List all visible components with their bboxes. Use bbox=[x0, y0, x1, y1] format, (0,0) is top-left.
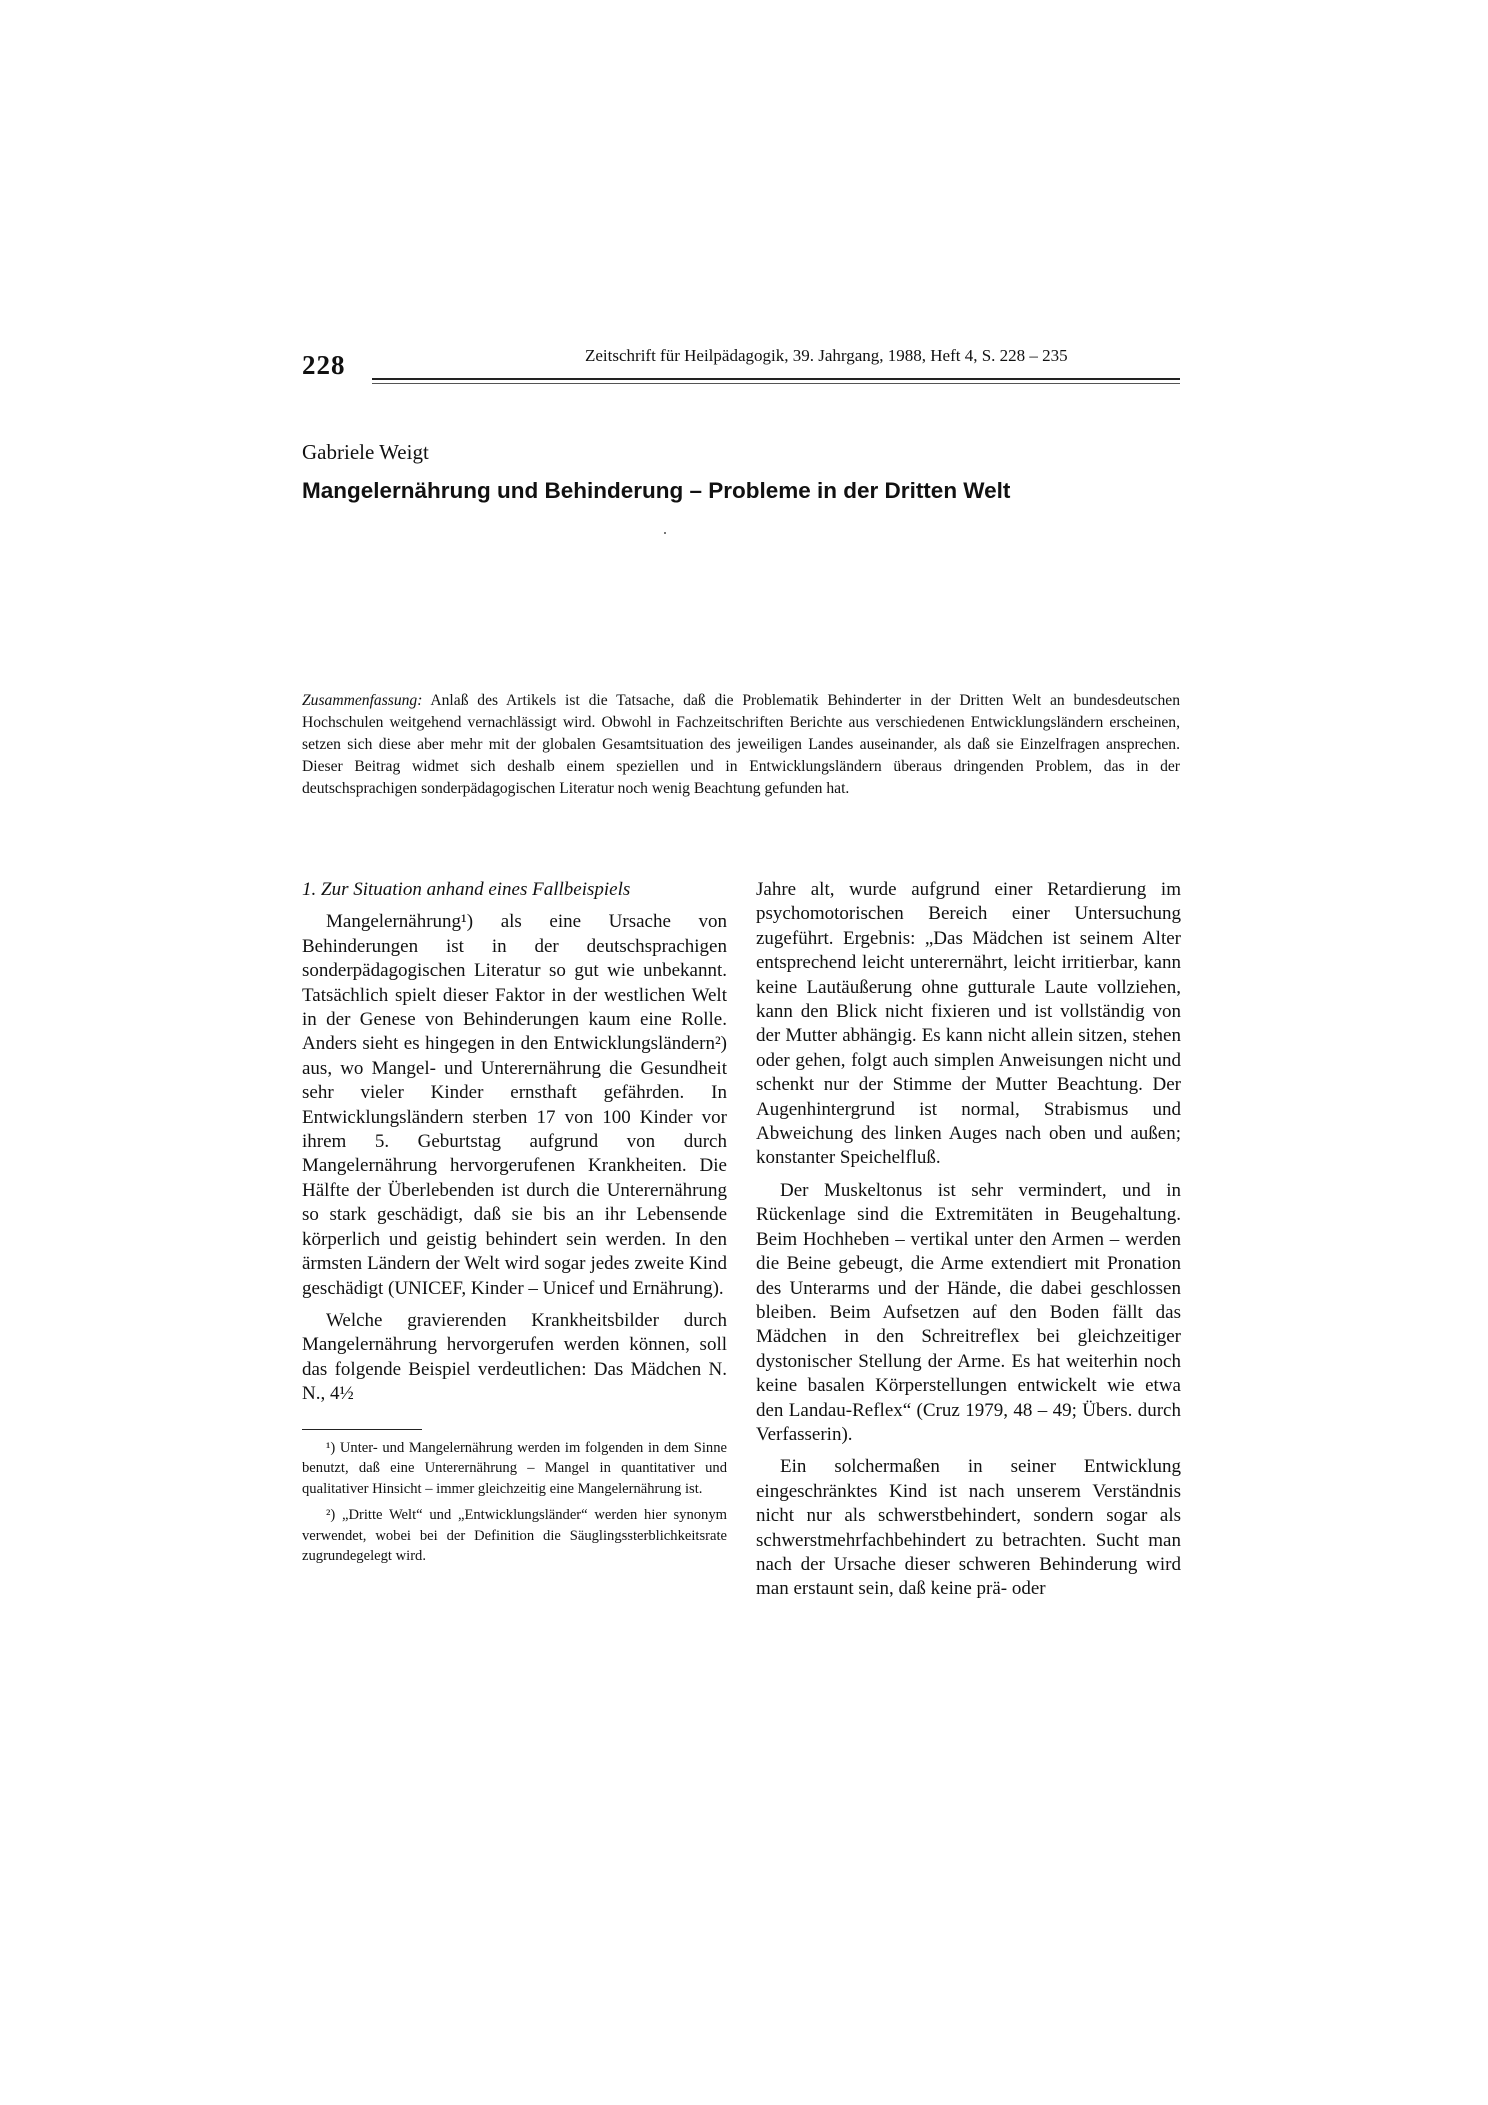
left-column bbox=[302, 878, 727, 1573]
running-head: Zeitschrift für Heilpädagogik, 39. Jahrgang, 1988, Heft 4, S. 228 – 235 bbox=[585, 346, 1068, 365]
article-title: Mangelernährung und Behinderung – Probleme in der Dritten Welt bbox=[302, 478, 1011, 503]
footnote-2: ²) „Dritte Welt“ und „Entwicklungsländer“ werden hier synonym verwendet, wobei bei der Definition die Säuglingssterblichkeitsrate zugrundegelegt wird. bbox=[302, 1507, 727, 1565]
section-heading: 1. Zur Situation anhand eines Fallbeispiels bbox=[302, 879, 631, 900]
right-column bbox=[756, 878, 1181, 1610]
abstract bbox=[302, 690, 1180, 800]
footnote-rule bbox=[302, 1429, 422, 1430]
abstract-label: Zusammenfassung: bbox=[302, 692, 423, 709]
header-rule bbox=[372, 378, 1180, 384]
author-name: Gabriele Weigt bbox=[302, 440, 429, 464]
page-number: 228 bbox=[302, 350, 346, 380]
body-paragraph: Mangelernährung¹) als eine Ursache von Behinderungen ist in der deutschsprachigen sonderpädagogischen Literatur so gut wie unbekannt. Tatsächlich spielt dieser Faktor in der westlichen Welt in der Genese von Behinderungen kaum eine Rolle. Anders sieht es hingegen in den Entwicklungsländern²) aus, wo Mangel- und Unterernährung die Gesundheit sehr vieler Kinder ernsthaft gefährden. In Entwicklungsländern sterben 17 von 100 Kinder vor ihrem 5. Geburtstag aufgrund von durch Mangelernährung hervorgerufenen Krankheiten. Die Hälfte der Überlebenden ist durch die Unterernährung so stark geschädigt, daß sie bis an ihr Lebensende körperlich und geistig behindert sein werden. In den ärmsten Ländern der Welt wird sogar jedes zweite Kind geschädigt (UNICEF, Kinder – Unicef und Ernährung). bbox=[302, 911, 727, 1299]
abstract-text: Anlaß des Artikels ist die Tatsache, daß die Problematik Behinderter in der Dritten Welt an bundesdeutschen Hochschulen weitgehend vernachlässigt wird. Obwohl in Fachzeitschriften Berichte aus verschiedenen Entwicklungsländern erscheinen, setzen sich diese aber mehr mit der globalen Gesamtsituation des jeweiligen Landes auseinander, als daß sie Einzelfragen ansprechen. Dieser Beitrag widmet sich deshalb einem speziellen und in Entwicklungsländern überaus dringenden Problem, das in der deutschsprachigen sonderpädagogischen Literatur noch wenig Beachtung gefunden hat. bbox=[302, 692, 1180, 797]
stray-dot bbox=[664, 532, 666, 534]
body-paragraph: Der Muskeltonus ist sehr vermindert, und in Rückenlage sind die Extremitäten in Beugehaltung. Beim Hochheben – vertikal unter den Armen – werden die Beine gebeugt, die Arme extendiert mit Pronation des Unterarms und der Hände, die dabei geschlossen bleiben. Beim Aufsetzen auf den Boden fällt das Mädchen in den Schreitreflex bei gleichzeitiger dystonischer Stellung der Arme. Es hat weiterhin noch keine basalen Körperstellungen entwickelt wie etwa den Landau-Reflex“ (Cruz 1979, 48 – 49; Übers. durch Verfasserin). bbox=[756, 1179, 1181, 1445]
body-paragraph: Welche gravierenden Krankheitsbilder durch Mangelernährung hervorgerufen werden können, soll das folgende Beispiel verdeutlichen: Das Mädchen N. N., 4½ bbox=[302, 1309, 727, 1405]
footnote-1: ¹) Unter- und Mangelernährung werden im folgenden in dem Sinne benutzt, daß eine Unterernährung – Mangel in quantitativer und qualitativer Hinsicht – immer gleichzeitig eine Mangelernährung ist. bbox=[302, 1439, 727, 1497]
body-paragraph: Ein solchermaßen in seiner Entwicklung eingeschränktes Kind ist nach unserem Verständnis nicht nur als schwerstbehindert, sondern sogar als schwerstmehrfachbehindert zu betrachten. Sucht man nach der Ursache dieser schweren Behinderung wird man erstaunt sein, daß keine prä- oder bbox=[756, 1456, 1181, 1600]
body-paragraph: Jahre alt, wurde aufgrund einer Retardierung im psychomotorischen Bereich einer Untersuchung zugeführt. Ergebnis: „Das Mädchen ist seinem Alter entsprechend leicht unterernährt, leicht irritierbar, kann keine Lautäußerung ohne gutturale Laute vollziehen, kann den Blick nicht fixieren und ist vollständig von der Mutter abhängig. Es kann nicht allein sitzen, stehen oder gehen, folgt auch simplen Anweisungen nicht und schenkt nur der Stimme der Mutter Beachtung. Der Augenhintergrund ist normal, Strabismus und Abweichung des linken Auges nach oben und außen; konstanter Speichelfluß. bbox=[756, 879, 1181, 1169]
